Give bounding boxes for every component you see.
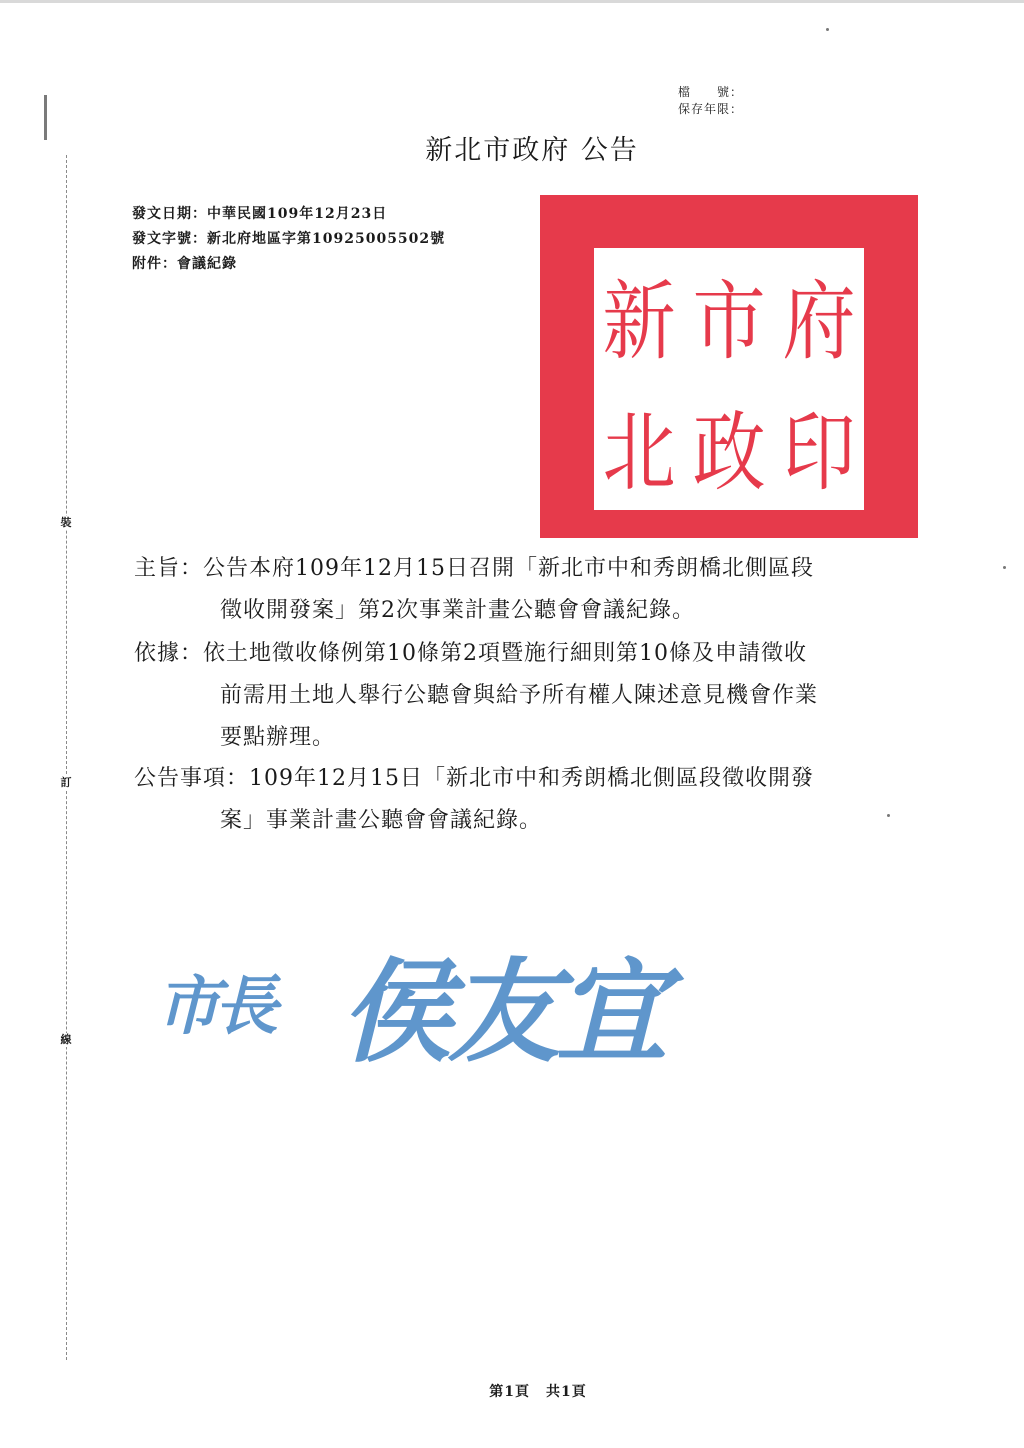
signature-title: 市長 [156,969,272,1044]
scan-top-edge [0,0,1024,3]
archive-number-label: 檔 號： [678,85,744,99]
binding-margin-line [66,155,67,1360]
scan-speck [1003,566,1006,569]
basis-text-line-3: 要點辦理。 [220,725,336,750]
subject-text-line-2: 徵收開發案」第2次事業計畫公聽會會議紀錄。 [220,598,695,623]
basis-text-line-1: 依土地徵收條例第10條第2項暨施行細則第10條及申請徵收 [203,641,808,666]
subject-label: 主旨： [134,556,204,581]
mayor-signature-stamp [150,915,690,1078]
basis-label: 依據： [134,641,204,666]
notice-section [134,758,954,842]
notice-text-line-2: 案」事業計畫公聽會會議紀錄。 [220,808,543,833]
seal-char: 政 [692,402,766,503]
attachment-value: 會議紀錄 [177,256,237,272]
issue-date-value: 中華民國109年12月23日 [207,206,388,222]
basis-text-line-2: 前需用土地人舉行公聽會與給予所有權人陳述意見機會作業 [220,683,819,708]
seal-char: 府 [782,271,856,372]
document-title: 新北市政府 公告 [425,135,639,166]
page-total: 共1頁 [546,1384,587,1400]
seal-char: 印 [782,402,856,503]
binding-char-ding: 訂 [58,776,74,790]
signature-name: 侯友宜 [340,947,664,1078]
notice-text-line-1: 109年12月15日「新北市中和秀朗橋北側區段徵收開發 [249,766,814,791]
issue-number-label: 發文字號： [132,231,207,247]
binding-char-zhuang: 裝 [58,516,74,530]
seal-char: 市 [692,271,766,372]
attachment-label: 附件： [132,256,177,272]
subject-section [134,548,954,632]
seal-char: 北 [602,402,676,503]
issue-number-value: 新北府地區字第10925005502號 [207,231,446,247]
page-footer [0,1381,1024,1401]
official-seal-characters [594,248,864,510]
issue-date-label: 發文日期： [132,206,207,222]
binding-char-xian: 線 [58,1033,74,1047]
seal-char: 新 [602,271,676,372]
scan-speck [887,814,890,817]
notice-label: 公告事項： [134,766,250,791]
scan-speck [826,28,829,31]
basis-section [134,633,954,759]
issue-info [132,202,445,277]
page-number: 第1頁 [489,1384,530,1400]
retention-period-label: 保存年限： [678,102,744,116]
archive-metadata [678,84,758,118]
subject-text-line-1: 公告本府109年12月15日召開「新北市中和秀朗橋北側區段 [203,556,814,581]
